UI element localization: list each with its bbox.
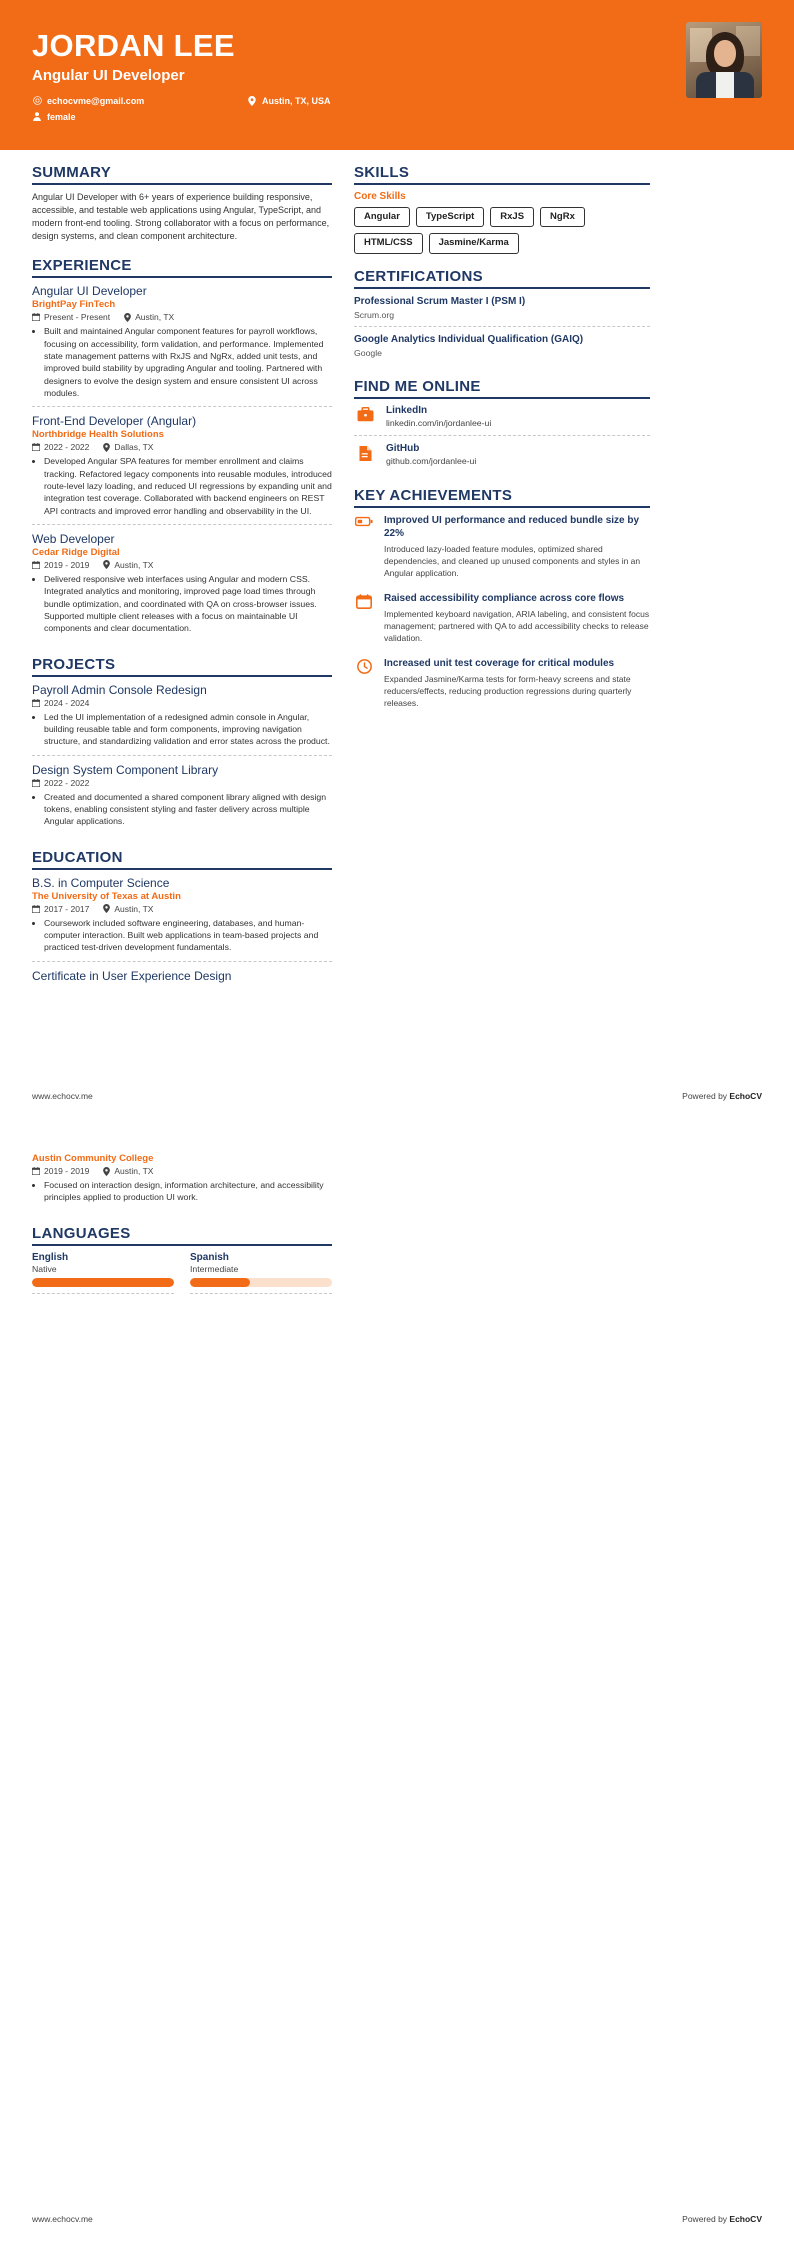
online-item-linkedin[interactable]: [354, 405, 650, 436]
section-languages: [32, 1225, 332, 1294]
location-icon: [103, 1167, 110, 1176]
location-icon: [103, 560, 110, 569]
calendar-icon: [32, 443, 40, 451]
person-icon: [32, 112, 42, 122]
achievement-title: Increased unit test coverage for critical modules: [384, 658, 615, 670]
calendar-icon: [32, 699, 40, 707]
page-2-columns: [0, 1123, 794, 1308]
footer-brand: Powered by EchoCV: [682, 2214, 762, 2224]
experience-location: Austin, TX: [124, 312, 174, 322]
experience-item: [32, 284, 332, 407]
online-name: GitHub: [386, 442, 420, 454]
page-1-footer: [32, 1091, 762, 1101]
online-item-github[interactable]: [354, 443, 650, 473]
experience-company: Northbridge Health Solutions: [32, 429, 164, 441]
summary-heading: SUMMARY: [32, 164, 332, 185]
language-progress-track: [190, 1278, 332, 1287]
certification-issuer: Google: [354, 347, 383, 358]
achievement-title: Raised accessibility compliance across core flows: [384, 593, 625, 605]
online-name: LinkedIn: [386, 404, 428, 416]
resume-page-2: [0, 1123, 794, 2246]
education-location: Austin, TX: [103, 904, 153, 914]
language-name: English: [32, 1251, 69, 1263]
online-heading: FIND ME ONLINE: [354, 378, 650, 399]
location-icon: [103, 904, 110, 913]
document-icon: [354, 443, 376, 462]
education-bullets: [32, 917, 332, 954]
education-school: The University of Texas at Austin: [32, 890, 181, 902]
education-dates: 2019 - 2019: [32, 1166, 89, 1176]
certification-issuer: Scrum.org: [354, 309, 395, 320]
battery-icon: [354, 514, 374, 527]
certification-name: Professional Scrum Master I (PSM I): [354, 295, 526, 307]
education-degree: B.S. in Computer Science: [32, 875, 170, 890]
experience-meta: [32, 442, 332, 452]
right-column: [354, 164, 650, 723]
education-item: [32, 876, 332, 962]
experience-dates: Present - Present: [32, 312, 110, 322]
education-location: Austin, TX: [103, 1166, 153, 1176]
experience-item: [32, 532, 332, 642]
contact-location-value: Austin, TX, USA: [262, 95, 331, 106]
skills-chip-list: [354, 207, 650, 254]
calendar-icon: [32, 561, 40, 569]
experience-heading: EXPERIENCE: [32, 257, 332, 278]
calendar-icon: [32, 905, 40, 913]
experience-meta: [32, 312, 332, 322]
languages-heading: LANGUAGES: [32, 1225, 332, 1246]
summary-text: Angular UI Developer with 6+ years of experience building responsive, accessible, and testable web applications using Angular, TypeScript, and modern front-end tooling. Strong collaborator with a focus on performance, design systems, and clean component architecture.: [32, 192, 330, 242]
language-level: Intermediate: [190, 1263, 239, 1274]
contact-gender: [32, 112, 247, 122]
experience-role: Angular UI Developer: [32, 284, 147, 299]
footer-website: www.echocv.me: [32, 1091, 93, 1101]
skill-chip: Angular: [354, 207, 410, 227]
avatar: [686, 22, 762, 98]
achievement-item: [354, 514, 650, 579]
education-item: [32, 1153, 332, 1211]
language-progress-track: [32, 1278, 174, 1287]
list-item: • Led the UI implementation of a redesigned admin console in Angular, building reusable table and form components, improving navigation structure, and standardizing validation and error states across the product.: [44, 711, 332, 748]
location-icon: [103, 443, 110, 452]
briefcase-icon: [354, 405, 376, 422]
section-find-me-online: [354, 378, 650, 473]
experience-bullets: [32, 573, 332, 635]
candidate-role: Angular UI Developer: [32, 66, 185, 84]
experience-item: [32, 414, 332, 525]
experience-location: Dallas, TX: [103, 442, 153, 452]
project-meta: [32, 698, 332, 708]
contact-email[interactable]: [32, 96, 247, 106]
experience-dates: 2022 - 2022: [32, 442, 89, 452]
page-2-footer: [32, 2214, 762, 2224]
divider: [32, 1293, 174, 1294]
location-icon: [124, 313, 131, 322]
experience-dates: 2019 - 2019: [32, 560, 89, 570]
experience-company: BrightPay FinTech: [32, 299, 116, 311]
project-name: Design System Component Library: [32, 762, 219, 777]
achievement-desc: Expanded Jasmine/Karma tests for form-heavy screens and state reducers/effects, reducing production regressions during quarterly releases.: [384, 674, 632, 709]
experience-role: Front-End Developer (Angular): [32, 414, 197, 429]
skills-group-label: Core Skills: [354, 191, 406, 202]
experience-company: Cedar Ridge Digital: [32, 546, 120, 558]
footer-brand: Powered by EchoCV: [682, 1091, 762, 1101]
calendar-icon: [32, 779, 40, 787]
contact-list: [32, 96, 462, 128]
experience-meta: [32, 560, 332, 570]
skill-chip: RxJS: [490, 207, 534, 227]
list-item: • Built and maintained Angular component features for payroll workflows, focusing on accessibility, form validation, and performance. Implemented state management patterns with RxJS and NgRx, added unit tests, and improved build stability by upgrading Angular and tooling. Partnered with designers to evolve the design system and ensure consistent UI across modules.: [44, 325, 332, 399]
section-key-achievements: [354, 487, 650, 710]
online-url: github.com/jordanlee-ui: [386, 455, 477, 466]
experience-location: Austin, TX: [103, 560, 153, 570]
list-item: • Focused on interaction design, information architecture, and accessibility principles applied to production UI work.: [44, 1179, 332, 1204]
calendar-icon: [354, 592, 374, 609]
achievement-item: [354, 657, 650, 709]
education-heading: EDUCATION: [32, 849, 332, 870]
certification-item: [354, 333, 650, 364]
achievement-desc: Implemented keyboard navigation, ARIA labeling, and consistent focus management; partnered with QA to add accessibility checks to release validation.: [384, 609, 650, 644]
skill-chip: Jasmine/Karma: [429, 233, 519, 253]
email-icon: [32, 96, 42, 106]
location-icon: [247, 96, 257, 106]
footer-website: www.echocv.me: [32, 2214, 93, 2224]
divider: [190, 1293, 332, 1294]
experience-role: Web Developer: [32, 531, 115, 546]
section-experience: [32, 257, 332, 642]
certification-item: [354, 295, 650, 327]
page-1-columns: [0, 150, 794, 1005]
skills-heading: SKILLS: [354, 164, 650, 185]
resume-header: [0, 0, 794, 150]
list-item: • Coursework included software engineering, databases, and human-computer interaction. Built web applications in team-based projects and practiced test-driven development fundamentals.: [44, 917, 332, 954]
list-item: • Developed Angular SPA features for member enrollment and claims tracking. Refactored legacy components into reusable modules, introduced route-level lazy loading, and reduced UI regressions by expanding unit and integration test coverage. Collaborated with backend engineers on REST API contracts and improved error handling and observability in the UI.: [44, 455, 332, 517]
project-meta: [32, 778, 332, 788]
achievement-desc: Introduced lazy-loaded feature modules, optimized shared dependencies, and cleaned up unused components and styles in an Angular application.: [384, 543, 641, 578]
experience-bullets: [32, 325, 332, 399]
list-item: • Delivered responsive web interfaces using Angular and modern CSS. Integrated analytics and monitoring, improved page load times through bundle optimization, and coordinated with QA on cross-browser issues. Supported multiple client releases with a focus on maintainable UI components and clear documentation.: [44, 573, 332, 635]
list-item: • Created and documented a shared component library aligned with design tokens, enabling consistent styling and faster delivery across multiple Angular applications.: [44, 791, 332, 828]
skill-chip: TypeScript: [416, 207, 484, 227]
calendar-icon: [32, 313, 40, 321]
education-degree: Certificate in User Experience Design: [32, 968, 232, 983]
project-dates: 2024 - 2024: [32, 698, 89, 708]
language-level: Native: [32, 1263, 57, 1274]
achievement-item: [354, 592, 650, 644]
achievement-title: Improved UI performance and reduced bundle size by 22%: [384, 514, 640, 539]
language-item: [190, 1252, 332, 1294]
skill-chip: NgRx: [540, 207, 585, 227]
project-name: Payroll Admin Console Redesign: [32, 682, 207, 697]
section-summary: [32, 164, 332, 243]
project-bullets: [32, 711, 332, 748]
section-education-continued: [32, 1153, 332, 1211]
contact-gender-value: female: [47, 111, 76, 122]
contact-location: [247, 96, 462, 106]
calendar-icon: [32, 1167, 40, 1175]
education-meta: [32, 904, 332, 914]
education-meta: [32, 1166, 332, 1176]
project-bullets: [32, 791, 332, 828]
clock-icon: [354, 657, 374, 674]
languages-list: [32, 1252, 332, 1294]
left-column: [32, 164, 332, 1005]
section-certifications: [354, 268, 650, 364]
language-item: [32, 1252, 174, 1294]
projects-heading: PROJECTS: [32, 656, 332, 677]
online-url: linkedin.com/in/jordanlee-ui: [386, 417, 492, 428]
certification-name: Google Analytics Individual Qualification (GAIQ): [354, 333, 584, 345]
achievements-heading: KEY ACHIEVEMENTS: [354, 487, 650, 508]
project-dates: 2022 - 2022: [32, 778, 89, 788]
language-progress-fill: [190, 1278, 250, 1287]
section-skills: [354, 164, 650, 254]
project-item: [32, 763, 332, 835]
language-progress-fill: [32, 1278, 174, 1287]
contact-email-value: echocvme@gmail.com: [47, 95, 145, 106]
left-column-continued: [32, 1153, 332, 1308]
language-name: Spanish: [190, 1251, 229, 1263]
education-bullets: [32, 1179, 332, 1204]
project-item: [32, 683, 332, 756]
section-education: [32, 849, 332, 991]
section-projects: [32, 656, 332, 835]
experience-bullets: [32, 455, 332, 517]
candidate-name: JORDAN LEE: [32, 28, 235, 63]
skill-chip: HTML/CSS: [354, 233, 423, 253]
certifications-heading: CERTIFICATIONS: [354, 268, 650, 289]
education-dates: 2017 - 2017: [32, 904, 89, 914]
education-school: Austin Community College: [32, 1153, 154, 1164]
education-item: [32, 969, 332, 991]
